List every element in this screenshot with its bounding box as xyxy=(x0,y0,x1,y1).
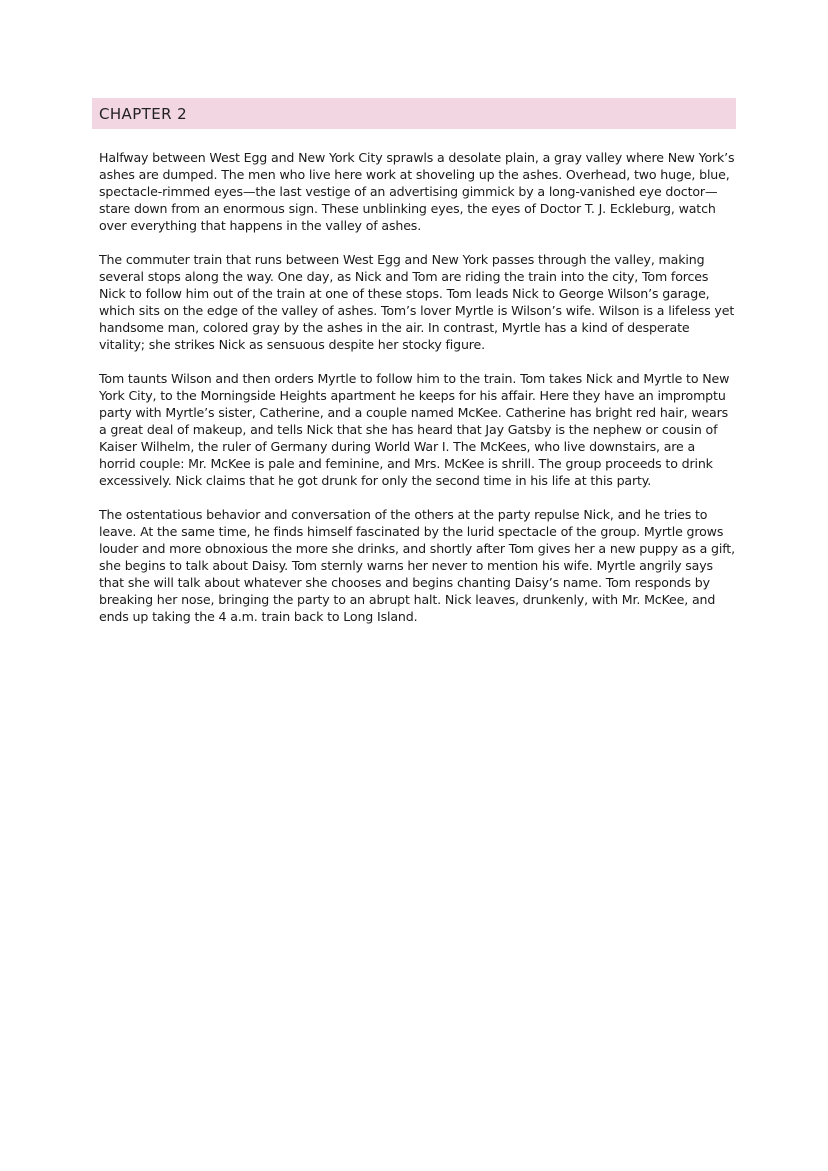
paragraph-2: The commuter train that runs between West Egg and New York passes through the valley, making several stops along the way. One day, as Nick and Tom are riding the train into the city, Tom forces Nick to follow him out of the train at one of these stops. Tom leads Nick to George Wilson’s garage, which sits on the edge of the valley of ashes. Tom’s lover Myrtle is Wilson’s wife. Wilson is a lifeless yet handsome man, colored gray by the ashes in the air. In contrast, Myrtle has a kind of desperate vitality; she strikes Nick as sensuous despite her stocky figure. xyxy=(99,252,735,352)
paragraph-4: The ostentatious behavior and conversation of the others at the party repulse Nick, and he tries to leave. At the same time, he finds himself fascinated by the lurid spectacle of the group. Myrtle grows louder and more obnoxious the more she drinks, and shortly after Tom gives her a new puppy as a gift, she begins to talk about Daisy. Tom sternly warns her never to mention his wife. Myrtle angrily says that she will talk about whatever she chooses and begins chanting Daisy’s name. Tom responds by breaking her nose, bringing the party to an abrupt halt. Nick leaves, drunkenly, with Mr. McKee, and ends up taking the 4 a.m. train back to Long Island. xyxy=(99,507,735,624)
chapter-banner xyxy=(92,98,736,129)
chapter-body xyxy=(99,149,735,642)
paragraph-1: Halfway between West Egg and New York City sprawls a desolate plain, a gray valley where New York’s ashes are dumped. The men who live here work at shoveling up the ashes. Overhead, two huge, blue, spectacle-rimmed eyes—the last vestige of an advertising gimmick by a long-vanished eye doctor—stare down from an enormous sign. These unblinking eyes, the eyes of Doctor T. J. Eckleburg, watch over everything that happens in the valley of ashes. xyxy=(99,150,735,233)
paragraph-3: Tom taunts Wilson and then orders Myrtle to follow him to the train. Tom takes Nick and Myrtle to New York City, to the Morningside Heights apartment he keeps for his affair. Here they have an impromptu party with Myrtle’s sister, Catherine, and a couple named McKee. Catherine has bright red hair, wears a great deal of makeup, and tells Nick that she has heard that Jay Gatsby is the nephew or cousin of Kaiser Wilhelm, the ruler of Germany during World War I. The McKees, who live downstairs, are a horrid couple: Mr. McKee is pale and feminine, and Mrs. McKee is shrill. The group proceeds to drink excessively. Nick claims that he got drunk for only the second time in his life at this party. xyxy=(99,371,730,488)
chapter-title: CHAPTER 2 xyxy=(99,104,188,123)
